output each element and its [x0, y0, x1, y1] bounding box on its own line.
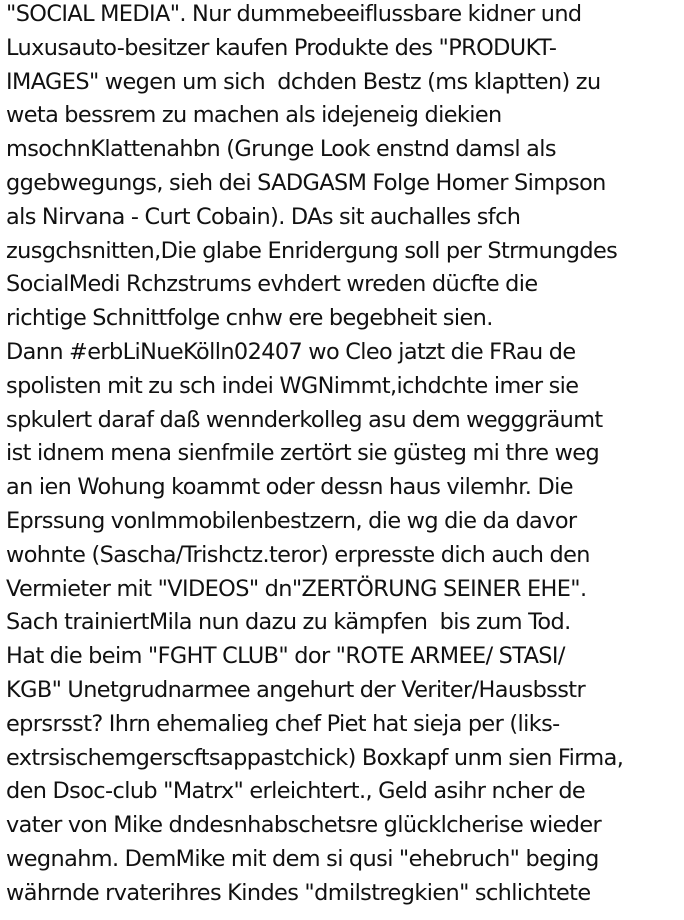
text-line: den Dsoc-club "Matrx" erleichtert., Geld asihr ncher de — [6, 778, 586, 805]
text-line: Hat die beim "FGHT CLUB" dor "ROTE ARMEE/ STASI/ — [6, 643, 565, 670]
text-line: ggebwegungs, sieh dei SADGASM Folge Homer Simpson — [6, 169, 606, 196]
text-line: zusgchsnitten,Die glabe Enridergung soll per Strmungdes — [6, 237, 618, 264]
text-line: Sach trainiertMila nun dazu zu kämpfen bis zum Tod. — [6, 609, 571, 636]
text-line: Luxusauto-besitzer kaufen Produkte des "PRODUKT- — [6, 34, 557, 61]
text-line: extrsischemgerscftsappastchick) Boxkapf unm sien Firma, — [6, 744, 624, 771]
text-line: eprsrsst? Ihrn ehemalieg chef Piet hat sieja per (liks- — [6, 710, 560, 737]
document-text — [6, 0, 684, 911]
text-line: ist idnem mena sienfmile zertört sie güsteg mi thre weg — [6, 440, 600, 467]
text-line: an ien Wohung koammt oder dessn haus vilemhr. Die — [6, 474, 573, 501]
text-line: KGB" Unetgrudnarmee angehurt der Veriter/Hausbsstr — [6, 676, 586, 703]
text-line: Eprssung vonImmobilenbestzern, die wg die da davor — [6, 507, 577, 534]
text-line: msochnKlattenahbn (Grunge Look enstnd damsl als — [6, 136, 556, 163]
text-line: weta bessrem zu machen als idejeneig diekien — [6, 102, 502, 129]
text-line: Vermieter mit "VIDEOS" dn"ZERTÖRUNG SEINER EHE". — [6, 575, 587, 602]
text-line: richtige Schnittfolge cnhw ere begebheit sien. — [6, 305, 493, 332]
text-line: Dann #erbLiNueKölln02407 wo Cleo jatzt die FRau de — [6, 338, 576, 365]
text-line: spkulert daraf daß wennderkolleg asu dem wegggräumt — [6, 406, 603, 433]
text-line: vater von Mike dndesnhabschetsre glücklcherise wieder — [6, 812, 602, 839]
text-line: SocialMedi Rchzstrums evhdert wreden dücfte die — [6, 271, 538, 298]
text-line: wohnte (Sascha/Trishctz.teror) erpresste dich auch den — [6, 541, 590, 568]
text-line: IMAGES" wegen um sich dchden Bestz (ms klaptten) zu — [6, 68, 601, 95]
text-line: als Nirvana - Curt Cobain). DAs sit auchalles sfch — [6, 203, 521, 230]
text-line: "SOCIAL MEDIA". Nur dummebeeiflussbare kidner und — [6, 1, 582, 27]
text-line: währnde rvaterihres Kindes "dmilstregkien" schlichtete — [6, 879, 591, 906]
text-line: wegnahm. DemMike mit dem si qusi "ehebruch" beging — [6, 845, 599, 872]
text-line: spolisten mit zu sch indei WGNimmt,ichdchte imer sie — [6, 372, 579, 399]
